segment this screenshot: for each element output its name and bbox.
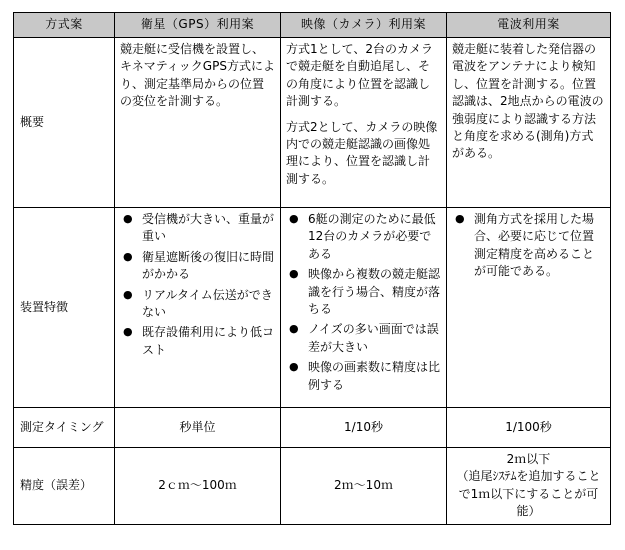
bullet-icon: ● — [289, 212, 299, 225]
overview-row — [14, 38, 611, 208]
bullet-text: 衛星遮断後の復旧に時間がかかる — [142, 249, 275, 282]
bullet-text: 測角方式を採用した場合、必要に応じて位置測定精度を高めることが可能である。 — [474, 212, 595, 279]
bullet-text: 既存設備利用により低コスト — [142, 325, 275, 357]
header-row — [14, 13, 611, 38]
accuracy-gps: 2ｃｍ～100ｍ — [115, 448, 281, 525]
bullet-item — [286, 321, 441, 356]
overview-camera — [281, 38, 447, 208]
header-camera: 映像（カメラ）利用案 — [281, 13, 447, 38]
bullet-text: 映像の画素数に精度は比例する — [308, 360, 441, 392]
bullet-text: 6艇の測定のために最低12台のカメラが必要である — [308, 212, 436, 261]
bullet-icon: ● — [123, 287, 133, 301]
header-gps: 衛星（GPS）利用案 — [115, 13, 281, 38]
overview-camera-method2: 方式2として、カメラの映像内での競走艇認識の画像処理により、位置を認識し計測する。 — [286, 119, 438, 186]
timing-gps: 秒単位 — [115, 408, 281, 448]
overview-radio: 競走艇に装着した発信器の電波をアンテナにより検知し、位置を計測する。位置認識は、2地点からの電波の強弱度により認識する方法と角度を求める(測角)方式がある。 — [447, 38, 611, 208]
bullet-text: 映像から複数の競走艇認識を行う場合、精度が落ちる — [308, 267, 441, 316]
features-gps-list — [120, 211, 275, 359]
bullet-icon: ● — [455, 212, 465, 225]
bullet-item — [120, 287, 275, 322]
bullet-item — [286, 359, 441, 394]
bullet-text: リアルタイム伝送ができない — [142, 287, 273, 319]
accuracy-camera: 2ｍ～10ｍ — [281, 448, 447, 525]
accuracy-radio: 2ｍ以下 （追尾ｼｽﾃﾑを追加することで1ｍ以下にすることが可能） — [447, 448, 611, 525]
bullet-icon: ● — [123, 249, 133, 263]
bullet-icon: ● — [123, 325, 133, 339]
features-camera — [281, 208, 447, 408]
accuracy-row — [14, 448, 611, 525]
timing-row — [14, 408, 611, 448]
bullet-item — [286, 211, 441, 263]
bullet-icon: ● — [289, 322, 299, 336]
bullet-item — [120, 324, 275, 359]
header-radio: 電波利用案 — [447, 13, 611, 38]
bullet-item — [120, 249, 275, 284]
features-row — [14, 208, 611, 408]
bullet-item — [452, 211, 605, 281]
bullet-item — [286, 266, 441, 318]
features-radio-list — [452, 211, 605, 281]
features-gps — [115, 208, 281, 408]
overview-gps: 競走艇に受信機を設置し、キネマティックGPS方式により、測定基準局からの位置の変位を計測する。 — [115, 38, 281, 208]
features-label: 装置特徴 — [14, 208, 115, 408]
features-radio — [447, 208, 611, 408]
timing-radio: 1/100秒 — [447, 408, 611, 448]
bullet-item — [120, 211, 275, 246]
overview-camera-method1: 方式1として、2台のカメラで競走艇を自動追尾し、その角度により位置を認識し計測する。 — [286, 42, 434, 109]
comparison-table — [13, 12, 611, 525]
features-camera-list — [286, 211, 441, 394]
bullet-text: 受信機が大きい、重量が重い — [142, 212, 275, 244]
bullet-icon: ● — [123, 212, 133, 225]
header-method: 方式案 — [14, 13, 115, 38]
timing-label: 測定タイミング — [14, 408, 115, 448]
overview-label: 概要 — [14, 38, 115, 208]
bullet-text: ノイズの多い画面では誤差が大きい — [308, 322, 439, 354]
accuracy-label: 精度（誤差） — [14, 448, 115, 525]
bullet-icon: ● — [289, 267, 299, 281]
bullet-icon: ● — [289, 360, 299, 374]
timing-camera: 1/10秒 — [281, 408, 447, 448]
